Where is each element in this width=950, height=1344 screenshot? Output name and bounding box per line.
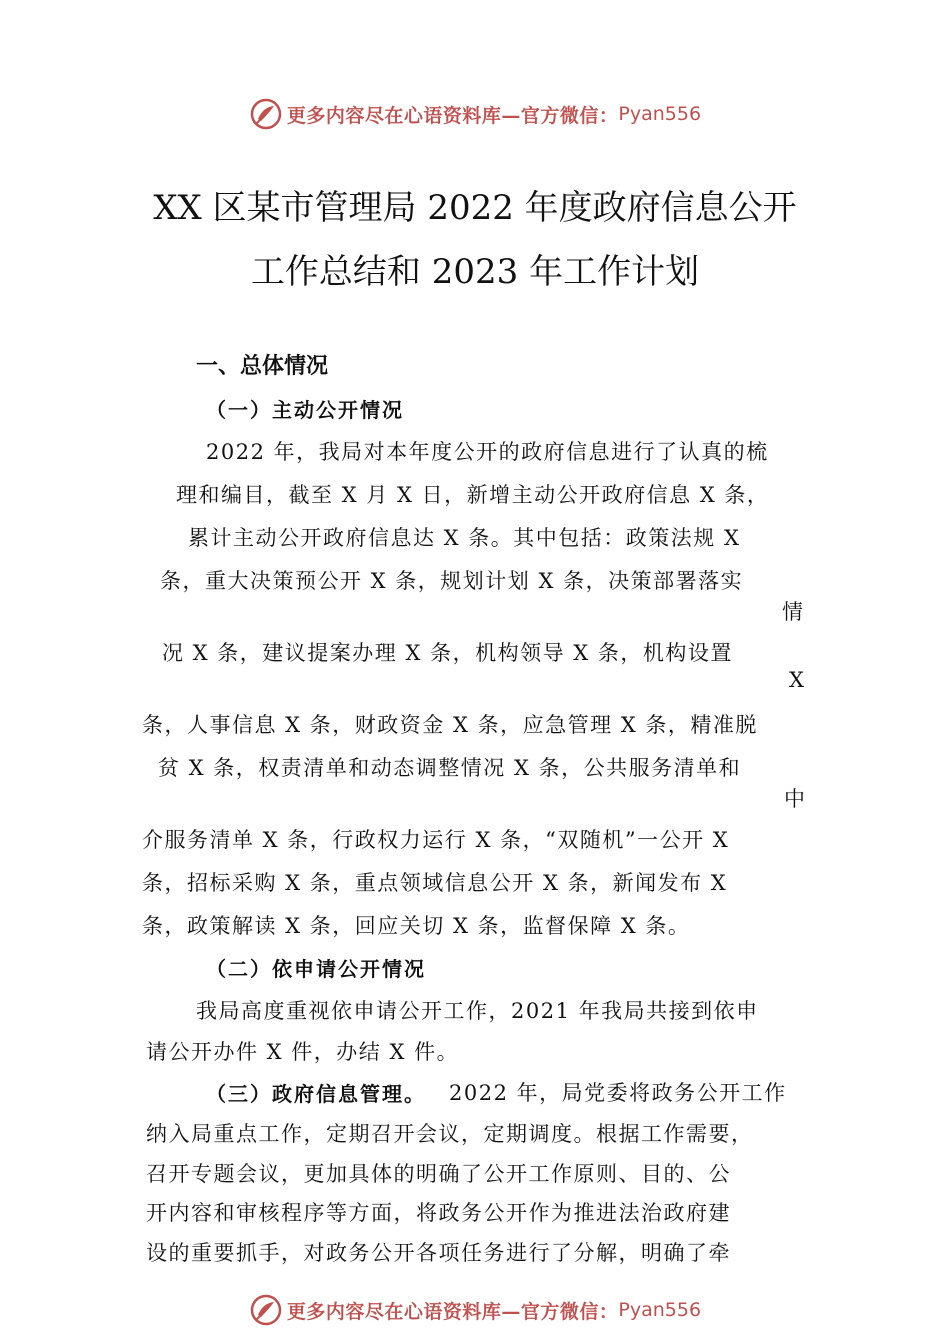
paragraph-line: 2022 年，我局对本年度公开的政府信息进行了认真的梳 — [206, 440, 769, 464]
section-heading: 一、总体情况 — [196, 354, 329, 379]
subsection-heading-2: （二）依申请公开情况 — [206, 957, 426, 981]
paragraph-line: X — [789, 668, 806, 692]
paragraph-line: 召开专题会议，更加具体的明确了公开工作原则、目的、公 — [146, 1162, 731, 1186]
paragraph-line: 情 — [782, 600, 805, 624]
paragraph-line: 条，重大决策预公开 X 条，规划计划 X 条，决策部署落实 — [160, 569, 744, 593]
paragraph-line: 况 X 条，建议提案办理 X 条，机构领导 X 条，机构设置 — [162, 641, 733, 665]
paragraph-line: 累计主动公开政府信息达 X 条。其中包括：政策法规 X — [188, 526, 741, 550]
paragraph-line: 中 — [784, 787, 807, 811]
watermark-text: 更多内容尽在心语资料库—官方微信： — [286, 104, 619, 127]
paragraph-line: 纳入局重点工作，定期召开会议，定期调度。根据工作需要， — [146, 1122, 754, 1146]
watermark-text: 更多内容尽在心语资料库—官方微信： — [286, 1300, 619, 1323]
paragraph-line: 介服务清单 X 条，行政权力运行 X 条，“双随机”一公开 X — [142, 828, 730, 852]
paragraph-line: 贫 X 条，权责清单和动态调整情况 X 条，公共服务清单和 — [158, 756, 742, 780]
wechat-id: Pyan556 — [618, 1299, 702, 1321]
watermark-banner-top — [0, 94, 950, 134]
paragraph-line: 设的重要抓手，对政务公开各项任务进行了分解，明确了牵 — [146, 1241, 731, 1265]
paragraph-line: 我局高度重视依申请公开工作，2021 年我局共接到依申 — [196, 999, 759, 1023]
paragraph-line: 条，政策解读 X 条，回应关切 X 条，监督保障 X 条。 — [142, 914, 691, 938]
brand-logo-icon — [249, 97, 283, 131]
paragraph-line: 请公开办件 X 件，办结 X 件。 — [146, 1040, 460, 1064]
paragraph-line: 理和编目，截至 X 月 X 日，新增主动公开政府信息 X 条， — [176, 483, 770, 507]
subsection-heading-3: （三）政府信息管理。 — [206, 1082, 426, 1106]
watermark-banner-bottom — [0, 1290, 950, 1330]
subsection-heading-1: （一）主动公开情况 — [206, 398, 404, 422]
paragraph-line: 条，人事信息 X 条，财政资金 X 条，应急管理 X 条，精准脱 — [142, 713, 758, 737]
wechat-id: Pyan556 — [618, 103, 702, 125]
brand-logo-icon — [249, 1293, 283, 1327]
document-title-line-1: XX 区某市管理局 2022 年度政府信息公开 — [153, 188, 797, 228]
paragraph-line: 条，招标采购 X 条，重点领域信息公开 X 条，新闻发布 X — [142, 871, 728, 895]
paragraph-line: 2022 年，局党委将政务公开工作 — [449, 1081, 787, 1105]
paragraph-line: 开内容和审核程序等方面，将政务公开作为推进法治政府建 — [146, 1201, 731, 1225]
document-title-line-2: 工作总结和 2023 年工作计划 — [250, 252, 700, 292]
